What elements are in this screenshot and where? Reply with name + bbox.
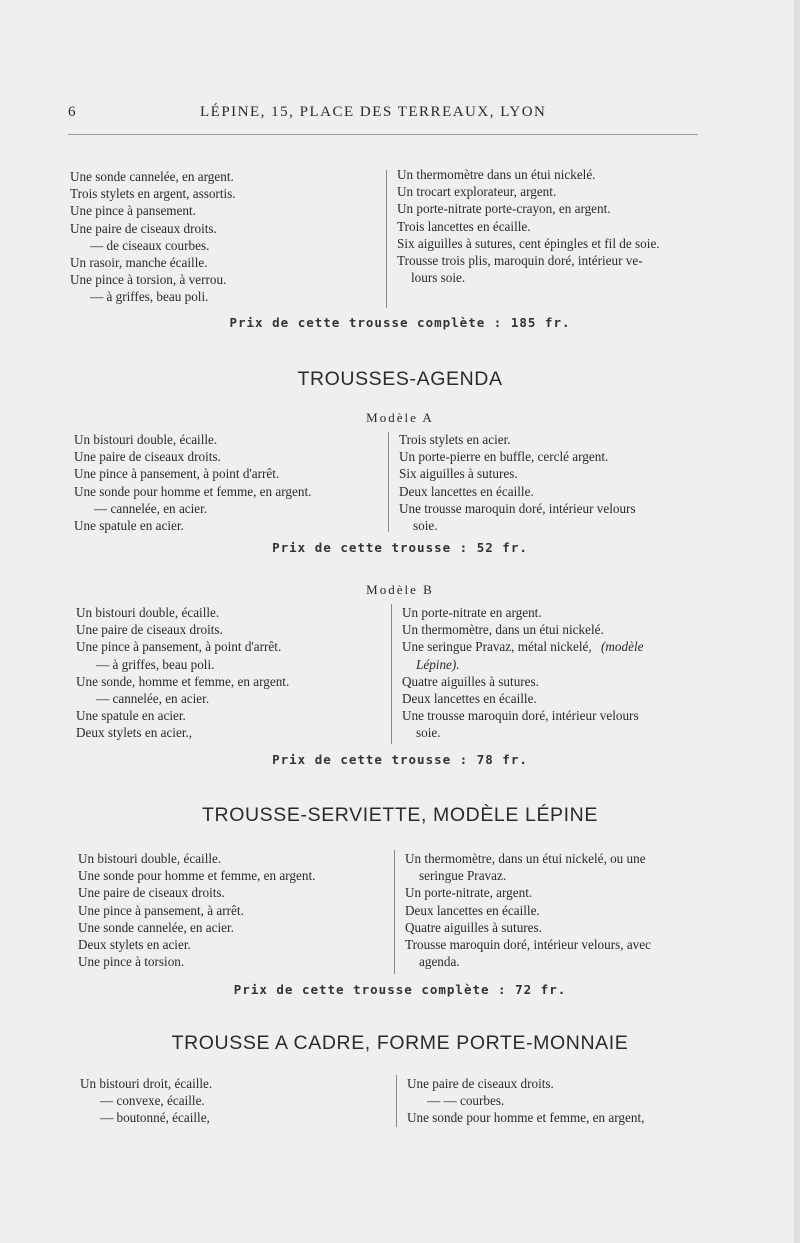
model-label: Modèle B [366,582,434,597]
list-item: — cannelée, en acier. [96,691,210,707]
list-item: Une sonde cannelée, en argent. [70,169,234,184]
list-item: — convexe, écaille. [100,1093,205,1109]
list-item: lours soie. [411,270,466,286]
list-item: Quatre aiguilles à sutures. [402,673,539,689]
section1-right-column [397,166,737,286]
column-divider [388,432,389,532]
list-item: Un bistouri droit, écaille. [80,1076,213,1091]
list-item: Une pince à pansement, à point d'arrêt. [74,466,280,482]
list-item: Une sonde pour homme et femme, en argent. [74,483,312,499]
list-item: Six aiguilles à sutures, cent épingles et fil de soie. [397,235,660,251]
list-item: Un porte-nitrate en argent. [402,605,542,620]
list-item: Trousse trois plis, maroquin doré, intérieur ve- [397,253,643,269]
list-item: agenda. [419,954,460,970]
column-divider [396,1075,397,1127]
list-item: Une sonde pour homme et femme, en argent, [407,1110,645,1126]
list-item: Quatre aiguilles à sutures. [405,919,542,935]
modelB-left-column [76,604,381,742]
model-label: Modèle A [366,410,434,425]
list-item: Une paire de ciseaux droits. [78,885,225,901]
column-divider [394,850,395,974]
price-line: Prix de cette trousse complète : 185 fr. [229,315,571,330]
price-line: Prix de cette trousse : 52 fr. [272,540,528,555]
list-item: Trois stylets en acier. [399,432,511,447]
list-item [402,656,722,673]
list-item: Un porte-nitrate, argent. [405,885,533,901]
list-item: — à griffes, beau poli. [90,289,209,305]
list-item: Une trousse maroquin doré, intérieur velours [402,708,639,724]
list-item [402,638,722,655]
list-item: — cannelée, en acier. [94,500,208,516]
list-item: Un bistouri double, écaille. [76,605,220,620]
list-item: Une paire de ciseaux droits. [74,449,221,465]
section3-right-column [405,850,725,970]
list-item: Une spatule en acier. [76,708,186,724]
list-item: Un porte-nitrate porte-crayon, en argent. [397,201,611,217]
list-item: Une spatule en acier. [74,518,184,534]
list-item: Deux stylets en acier. [78,937,191,953]
section4-right-column [407,1075,727,1127]
list-item: Un bistouri double, écaille. [78,851,222,866]
list-item: Une paire de ciseaux droits. [407,1076,554,1091]
modelB-right-column [402,604,722,742]
list-item: Une pince à pansement. [70,203,196,219]
list-item: Trois lancettes en écaille. [397,218,531,234]
list-item: Un bistouri double, écaille. [74,432,218,447]
list-item: Une sonde, homme et femme, en argent. [76,673,290,689]
section4-left-column [80,1075,380,1127]
section1-left-column [70,168,375,306]
list-item: Une pince à pansement, à arrêt. [78,902,244,918]
list-item: Deux lancettes en écaille. [399,483,534,499]
section-heading: TROUSSE A CADRE, FORME PORTE-MONNAIE [171,1032,629,1054]
list-item: — de ciseaux courbes. [90,237,210,253]
list-item: soie. [413,518,438,534]
list-item: Une sonde cannelée, en acier. [78,919,234,935]
list-item: Un trocart explorateur, argent. [397,184,557,200]
list-item: Trois stylets en argent, assortis. [70,186,236,202]
list-item: Deux lancettes en écaille. [405,902,540,918]
list-item: Une paire de ciseaux droits. [76,622,223,638]
section-heading: TROUSSES-AGENDA [297,368,503,390]
list-item: soie. [416,725,441,741]
page-number: 6 [68,104,77,120]
list-item-italic: (modèle [600,639,644,655]
list-item: Un thermomètre, dans un étui nickelé, ou une [405,851,646,866]
section3-left-column [78,850,388,970]
list-item-text: Une seringue Pravaz, métal nickelé, [402,639,592,655]
list-item: Une pince à pansement, à point d'arrêt. [76,639,282,655]
list-item: Trousse maroquin doré, intérieur velours, avec [405,937,651,953]
header-rule [68,134,698,135]
list-item: — — courbes. [427,1093,505,1109]
list-item: Deux stylets en acier., [76,725,193,741]
list-item: Un porte-pierre en buffle, cerclé argent. [399,449,609,465]
list-item: Un thermomètre, dans un étui nickelé. [402,622,604,638]
column-divider [386,170,387,308]
price-line: Prix de cette trousse complète : 72 fr. [233,982,567,997]
list-item: Une sonde pour homme et femme, en argent. [78,868,316,884]
section-heading: TROUSSE-SERVIETTE, MODÈLE LÉPINE [202,804,598,826]
modelA-right-column [399,431,719,534]
list-item: Un rasoir, manche écaille. [70,255,208,271]
list-item: — à griffes, beau poli. [96,656,215,672]
page-edge [794,0,800,1243]
list-item: Une pince à torsion, à verrou. [70,272,227,288]
price-line: Prix de cette trousse : 78 fr. [272,752,528,767]
list-item: seringue Pravaz. [419,868,507,884]
list-item: Un thermomètre dans un étui nickelé. [397,167,596,182]
list-item: — boutonné, écaille, [100,1110,210,1126]
list-item: Deux lancettes en écaille. [402,691,537,707]
running-title: LÉPINE, 15, PLACE DES TERREAUX, LYON [200,104,547,120]
modelA-left-column [74,431,379,534]
list-item: Une trousse maroquin doré, intérieur velours [399,500,636,516]
column-divider [391,604,392,744]
list-item: Six aiguilles à sutures. [399,466,518,482]
list-item-italic: Lépine). [416,656,460,672]
list-item: Une pince à torsion. [78,954,185,970]
list-item: Une paire de ciseaux droits. [70,220,217,236]
